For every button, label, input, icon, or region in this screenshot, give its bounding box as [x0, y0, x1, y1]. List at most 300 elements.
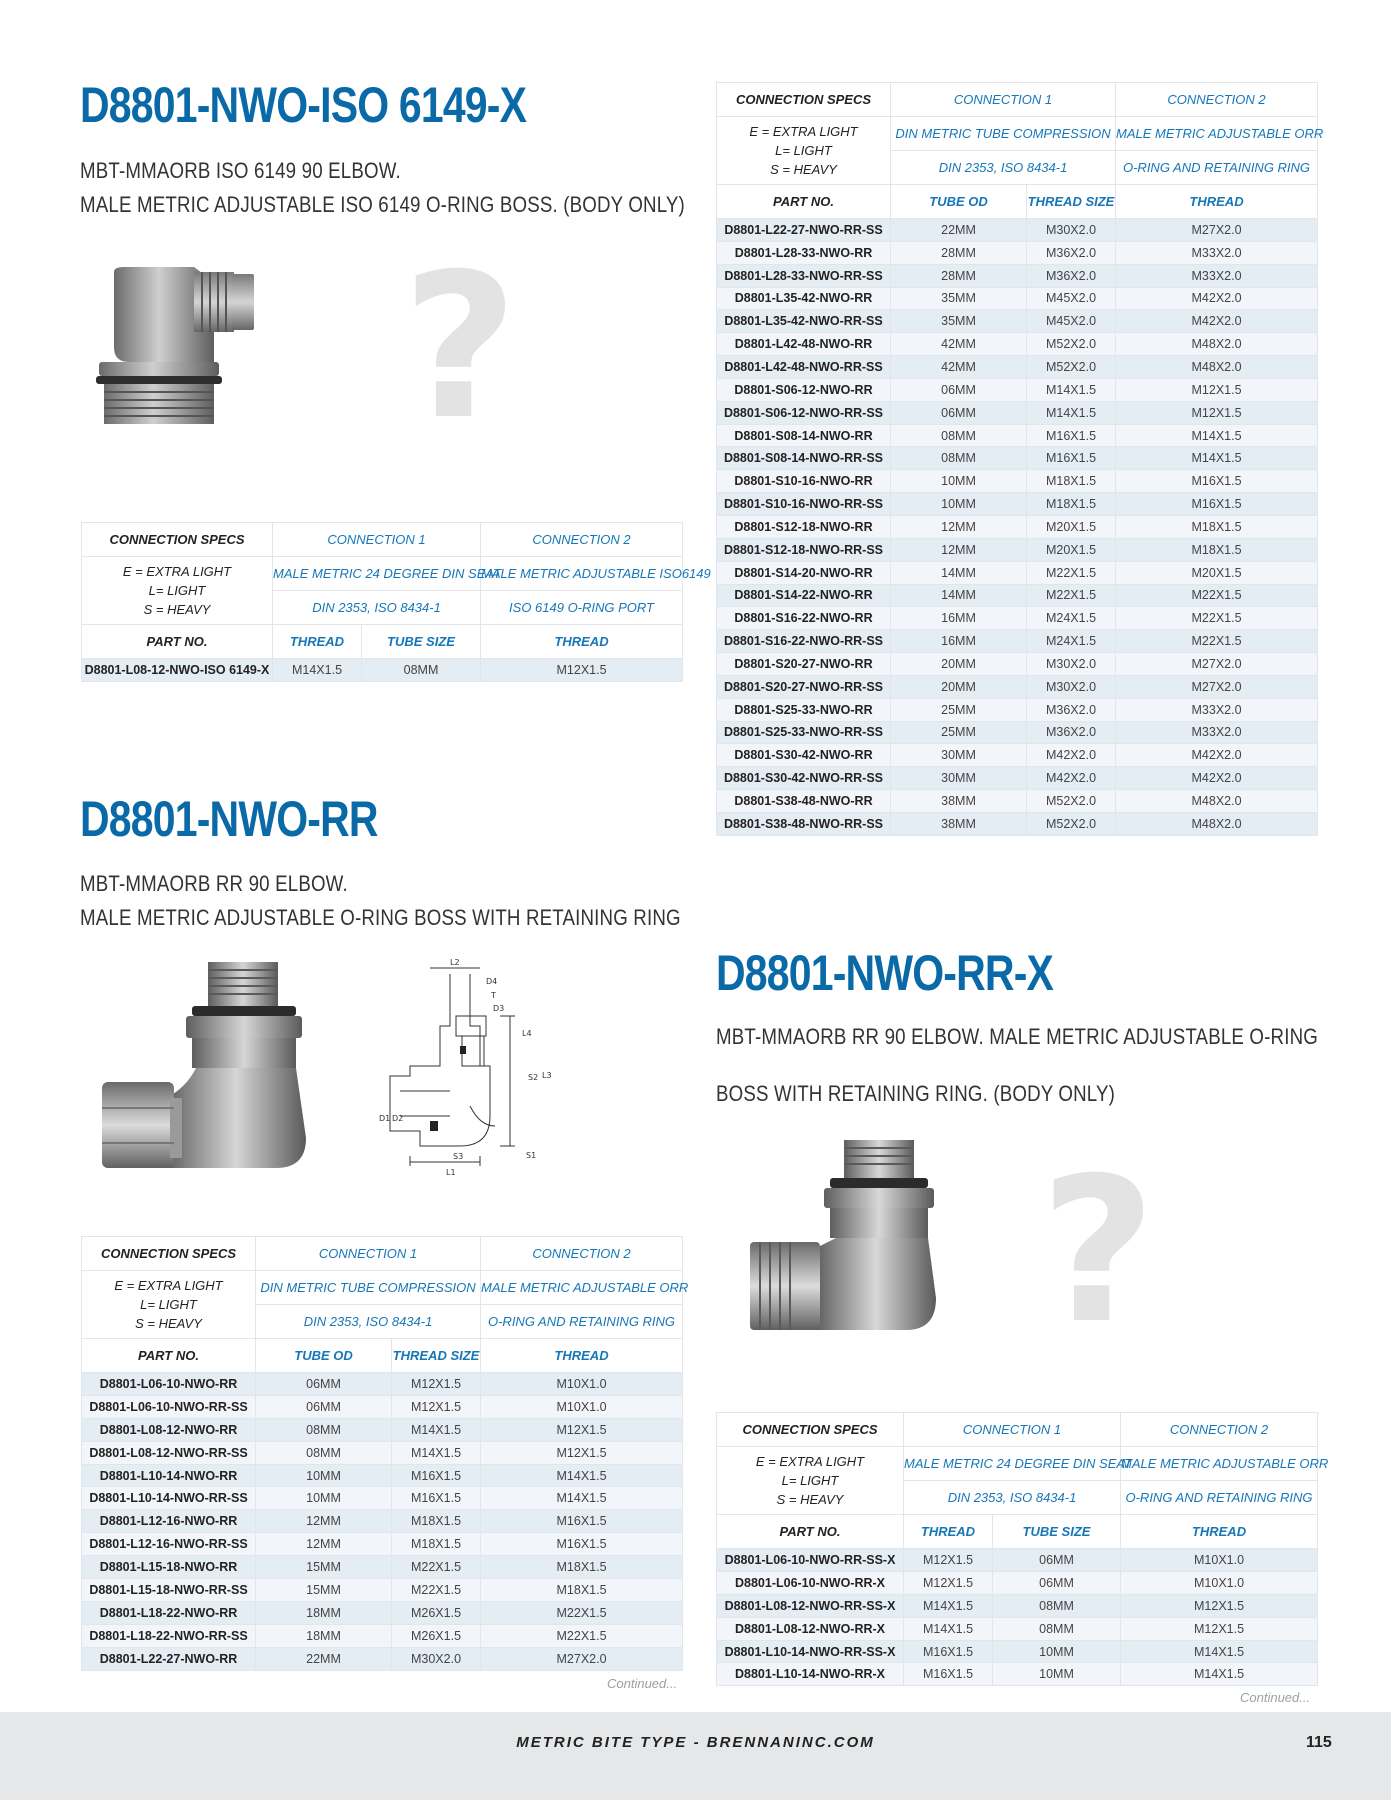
section-title-iso6149x: D8801-NWO-ISO 6149-X: [80, 77, 527, 133]
value-cell: M45X2.0: [1027, 287, 1116, 310]
col-header-b: THREAD SIZE: [1027, 185, 1116, 219]
connection-1-standard: DIN 2353, ISO 8434-1: [904, 1481, 1121, 1515]
part-number-cell: D8801-S08-14-NWO-RR: [717, 424, 891, 447]
diagram-label: D1: [379, 1114, 391, 1123]
value-cell: M18X1.5: [1116, 538, 1318, 561]
section-desc-line2: BOSS WITH RETAINING RING. (BODY ONLY): [716, 1081, 1116, 1106]
col-header-connection-specs: CONNECTION SPECS: [82, 523, 273, 557]
section-desc-line2: MALE METRIC ADJUSTABLE ISO 6149 O-RING BOSS. (BODY ONLY): [80, 192, 685, 217]
value-cell: M16X1.5: [392, 1487, 481, 1510]
value-cell: 06MM: [256, 1373, 392, 1396]
value-cell: 30MM: [891, 744, 1027, 767]
value-cell: M16X1.5: [904, 1663, 993, 1686]
value-cell: M16X1.5: [1116, 493, 1318, 516]
part-number-cell: D8801-L22-27-NWO-RR: [82, 1647, 256, 1670]
connection-2-standard: ISO 6149 O-RING PORT: [481, 591, 683, 625]
part-number-cell: D8801-S06-12-NWO-RR-SS: [717, 401, 891, 424]
table-row: [717, 287, 1318, 310]
part-number-cell: D8801-S10-16-NWO-RR-SS: [717, 493, 891, 516]
part-number-cell: D8801-S12-18-NWO-RR-SS: [717, 538, 891, 561]
col-header-connection-2: CONNECTION 2: [481, 1237, 683, 1271]
value-cell: 28MM: [891, 264, 1027, 287]
part-number-cell: D8801-L28-33-NWO-RR: [717, 241, 891, 264]
table-row: [82, 1533, 683, 1556]
table-row: [82, 1601, 683, 1624]
value-cell: 10MM: [891, 470, 1027, 493]
page-number: 115: [1306, 1734, 1332, 1751]
value-cell: M16X1.5: [481, 1510, 683, 1533]
class-heavy: S = HEAVY: [135, 1316, 202, 1331]
part-number-cell: D8801-S14-20-NWO-RR: [717, 561, 891, 584]
value-cell: 06MM: [993, 1571, 1121, 1594]
value-cell: M14X1.5: [1121, 1663, 1318, 1686]
value-cell: M18X1.5: [392, 1510, 481, 1533]
section-desc-line1: MBT-MMAORB ISO 6149 90 ELBOW.: [80, 158, 401, 183]
col-header-part-no: PART NO.: [82, 625, 273, 659]
value-cell: M16X1.5: [1116, 470, 1318, 493]
value-cell: M42X2.0: [1116, 744, 1318, 767]
part-number-cell: D8801-L08-12-NWO-RR-SS-X: [717, 1594, 904, 1617]
table-row: [717, 333, 1318, 356]
part-number-cell: D8801-S30-42-NWO-RR: [717, 744, 891, 767]
part-number-cell: D8801-S06-12-NWO-RR: [717, 378, 891, 401]
part-number-cell: D8801-L08-12-NWO-RR: [82, 1418, 256, 1441]
col-header-b: THREAD SIZE: [392, 1339, 481, 1373]
col-header-part-no: PART NO.: [717, 185, 891, 219]
value-cell: 12MM: [256, 1533, 392, 1556]
value-cell: 18MM: [256, 1601, 392, 1624]
value-cell: M33X2.0: [1116, 721, 1318, 744]
part-number-cell: D8801-L10-14-NWO-RR-SS: [82, 1487, 256, 1510]
connection-2-standard: O-RING AND RETAINING RING: [1121, 1481, 1318, 1515]
col-header-c: THREAD: [481, 1339, 683, 1373]
value-cell: M48X2.0: [1116, 356, 1318, 379]
table-row: [717, 675, 1318, 698]
col-header-connection-1: CONNECTION 1: [891, 83, 1116, 117]
value-cell: 42MM: [891, 356, 1027, 379]
footer-text: METRIC BITE TYPE - BRENNANINC.COM: [516, 1734, 875, 1751]
value-cell: 15MM: [256, 1579, 392, 1602]
value-cell: M42X2.0: [1027, 744, 1116, 767]
table-row: [82, 1624, 683, 1647]
connection-2-type: MALE METRIC ADJUSTABLE ISO6149: [481, 557, 683, 591]
part-number-cell: D8801-L08-12-NWO-RR-SS: [82, 1441, 256, 1464]
part-number-cell: D8801-L28-33-NWO-RR-SS: [717, 264, 891, 287]
class-heavy: S = HEAVY: [770, 162, 837, 177]
connection-2-type: MALE METRIC ADJUSTABLE ORR: [1121, 1447, 1318, 1481]
table-row: [82, 1487, 683, 1510]
col-header-part-no: PART NO.: [717, 1515, 904, 1549]
part-number-cell: D8801-S12-18-NWO-RR: [717, 515, 891, 538]
table-row: [717, 356, 1318, 379]
col-header-connection-1: CONNECTION 1: [256, 1237, 481, 1271]
table-row: [717, 721, 1318, 744]
value-cell: M18X1.5: [481, 1579, 683, 1602]
diagram-label: D4: [486, 977, 498, 986]
value-cell: 30MM: [891, 767, 1027, 790]
value-cell: M16X1.5: [904, 1640, 993, 1663]
section-desc-line2: MALE METRIC ADJUSTABLE O-RING BOSS WITH RETAINING RING: [80, 905, 681, 930]
class-light: L= LIGHT: [775, 143, 832, 158]
table-row: [82, 1395, 683, 1418]
value-cell: M30X2.0: [1027, 653, 1116, 676]
value-cell: M52X2.0: [1027, 812, 1116, 835]
col-header-c: THREAD: [481, 625, 683, 659]
value-cell: M24X1.5: [1027, 630, 1116, 653]
value-cell: M14X1.5: [1121, 1640, 1318, 1663]
connection-2-standard: O-RING AND RETAINING RING: [481, 1305, 683, 1339]
value-cell: 08MM: [891, 424, 1027, 447]
part-number-cell: D8801-S16-22-NWO-RR: [717, 607, 891, 630]
value-cell: M33X2.0: [1116, 698, 1318, 721]
diagram-label: L4: [522, 1029, 532, 1038]
value-cell: 42MM: [891, 333, 1027, 356]
section-title-rr: D8801-NWO-RR: [80, 791, 378, 847]
diagram-label: S3: [453, 1152, 464, 1161]
value-cell: M12X1.5: [392, 1373, 481, 1396]
value-cell: M42X2.0: [1116, 310, 1318, 333]
part-number-cell: D8801-L18-22-NWO-RR: [82, 1601, 256, 1624]
value-cell: M10X1.0: [1121, 1549, 1318, 1572]
value-cell: M24X1.5: [1027, 607, 1116, 630]
diagram-label: S1: [526, 1151, 537, 1160]
part-number-cell: D8801-L12-16-NWO-RR-SS: [82, 1533, 256, 1556]
class-heavy: S = HEAVY: [776, 1492, 844, 1507]
part-number-cell: D8801-L08-12-NWO-ISO 6149-X: [82, 659, 273, 682]
value-cell: M12X1.5: [481, 1441, 683, 1464]
value-cell: 10MM: [256, 1464, 392, 1487]
value-cell: M12X1.5: [1116, 401, 1318, 424]
value-cell: M52X2.0: [1027, 790, 1116, 813]
continued-note: Continued...: [1240, 1690, 1311, 1705]
value-cell: M27X2.0: [1116, 675, 1318, 698]
value-cell: M18X1.5: [1116, 515, 1318, 538]
value-cell: M45X2.0: [1027, 310, 1116, 333]
spec-table-rrx: [716, 1412, 1329, 1686]
part-number-cell: D8801-S10-16-NWO-RR: [717, 470, 891, 493]
value-cell: M36X2.0: [1027, 698, 1116, 721]
value-cell: M36X2.0: [1027, 264, 1116, 287]
value-cell: M14X1.5: [1027, 378, 1116, 401]
value-cell: M52X2.0: [1027, 333, 1116, 356]
part-number-cell: D8801-L06-10-NWO-RR-SS-X: [717, 1549, 904, 1572]
col-header-b: TUBE SIZE: [993, 1515, 1121, 1549]
value-cell: M14X1.5: [392, 1441, 481, 1464]
value-cell: 10MM: [993, 1663, 1121, 1686]
value-cell: M26X1.5: [392, 1601, 481, 1624]
value-cell: M12X1.5: [904, 1549, 993, 1572]
class-heavy: S = HEAVY: [143, 602, 211, 617]
value-cell: M10X1.0: [1121, 1571, 1318, 1594]
value-cell: M27X2.0: [481, 1647, 683, 1670]
diagram-label: L3: [542, 1071, 552, 1080]
table-row: [717, 1549, 1318, 1572]
class-extra-light: E = EXTRA LIGHT: [122, 564, 232, 579]
part-number-cell: D8801-S38-48-NWO-RR-SS: [717, 812, 891, 835]
fitting-image-iso6149x: [94, 262, 294, 432]
table-row: [717, 767, 1318, 790]
value-cell: 22MM: [256, 1647, 392, 1670]
class-extra-light: E = EXTRA LIGHT: [114, 1278, 223, 1293]
connection-1-type: MALE METRIC 24 DEGREE DIN SEAT: [904, 1447, 1121, 1481]
value-cell: M12X1.5: [1121, 1617, 1318, 1640]
table-row: [717, 1640, 1318, 1663]
value-cell: M52X2.0: [1027, 356, 1116, 379]
table-row: [717, 653, 1318, 676]
value-cell: M48X2.0: [1116, 790, 1318, 813]
table-row: [717, 515, 1318, 538]
value-cell: 35MM: [891, 310, 1027, 333]
connection-1-type: DIN METRIC TUBE COMPRESSION: [891, 117, 1116, 151]
value-cell: M14X1.5: [1027, 401, 1116, 424]
value-cell: M22X1.5: [1116, 584, 1318, 607]
value-cell: 16MM: [891, 630, 1027, 653]
table-row: [82, 1647, 683, 1670]
col-header-a: TUBE OD: [891, 185, 1027, 219]
part-number-cell: D8801-L10-14-NWO-RR-X: [717, 1663, 904, 1686]
value-cell: M22X1.5: [481, 1624, 683, 1647]
value-cell: M27X2.0: [1116, 219, 1318, 242]
class-legend: [717, 1447, 904, 1515]
part-number-cell: D8801-L15-18-NWO-RR: [82, 1556, 256, 1579]
value-cell: 14MM: [891, 584, 1027, 607]
value-cell: M14X1.5: [1116, 447, 1318, 470]
section-title-rrx: D8801-NWO-RR-X: [716, 945, 1054, 1001]
class-light: L= LIGHT: [148, 583, 206, 598]
value-cell: M42X2.0: [1116, 287, 1318, 310]
value-cell: M14X1.5: [481, 1487, 683, 1510]
value-cell: 38MM: [891, 812, 1027, 835]
table-row: [717, 310, 1318, 333]
value-cell: M14X1.5: [904, 1617, 993, 1640]
col-header-connection-1: CONNECTION 1: [904, 1413, 1121, 1447]
col-header-c: THREAD: [1116, 185, 1318, 219]
diagram-label: L1: [446, 1168, 456, 1177]
class-light: L= LIGHT: [781, 1473, 839, 1488]
connection-1-standard: DIN 2353, ISO 8434-1: [256, 1305, 481, 1339]
value-cell: 16MM: [891, 607, 1027, 630]
col-header-a: TUBE OD: [256, 1339, 392, 1373]
spec-table-rr-continued: [716, 82, 1324, 836]
value-cell: 08MM: [362, 659, 481, 682]
table-row: [717, 744, 1318, 767]
value-cell: 08MM: [993, 1617, 1121, 1640]
value-cell: 25MM: [891, 698, 1027, 721]
col-header-connection-2: CONNECTION 2: [481, 523, 683, 557]
part-number-cell: D8801-L06-10-NWO-RR: [82, 1373, 256, 1396]
class-extra-light: E = EXTRA LIGHT: [755, 1454, 865, 1469]
class-light: L= LIGHT: [140, 1297, 197, 1312]
part-number-cell: D8801-L18-22-NWO-RR-SS: [82, 1624, 256, 1647]
col-header-a: THREAD: [273, 625, 362, 659]
connection-2-type: MALE METRIC ADJUSTABLE ORR: [1116, 117, 1318, 151]
part-number-cell: D8801-L10-14-NWO-RR: [82, 1464, 256, 1487]
spec-table-rr: [81, 1236, 689, 1671]
image-placeholder-question-mark: ?: [402, 231, 519, 464]
diagram-label: D3: [493, 1004, 505, 1013]
value-cell: M12X1.5: [904, 1571, 993, 1594]
value-cell: 12MM: [256, 1510, 392, 1533]
table-row: [82, 1373, 683, 1396]
value-cell: M48X2.0: [1116, 812, 1318, 835]
col-header-a: THREAD: [904, 1515, 993, 1549]
connection-1-standard: DIN 2353, ISO 8434-1: [891, 151, 1116, 185]
table-row: [717, 698, 1318, 721]
value-cell: 08MM: [256, 1441, 392, 1464]
value-cell: M22X1.5: [1116, 607, 1318, 630]
table-row: [82, 1510, 683, 1533]
value-cell: M12X1.5: [1121, 1594, 1318, 1617]
table-row: [82, 1418, 683, 1441]
col-header-connection-1: CONNECTION 1: [273, 523, 481, 557]
table-row: [717, 1663, 1318, 1686]
part-number-cell: D8801-L08-12-NWO-RR-X: [717, 1617, 904, 1640]
diagram-label: L2: [450, 958, 460, 967]
value-cell: M30X2.0: [1027, 219, 1116, 242]
continued-note: Continued...: [607, 1676, 678, 1691]
value-cell: M14X1.5: [392, 1418, 481, 1441]
value-cell: M26X1.5: [392, 1624, 481, 1647]
part-number-cell: D8801-L35-42-NWO-RR-SS: [717, 310, 891, 333]
col-header-part-no: PART NO.: [82, 1339, 256, 1373]
part-number-cell: D8801-S25-33-NWO-RR: [717, 698, 891, 721]
part-number-cell: D8801-S20-27-NWO-RR: [717, 653, 891, 676]
value-cell: M12X1.5: [481, 659, 683, 682]
table-row: [717, 470, 1318, 493]
value-cell: 20MM: [891, 675, 1027, 698]
spec-table-iso6149x: [81, 522, 711, 682]
value-cell: M48X2.0: [1116, 333, 1318, 356]
value-cell: M18X1.5: [481, 1556, 683, 1579]
value-cell: M18X1.5: [1027, 470, 1116, 493]
value-cell: M18X1.5: [1027, 493, 1116, 516]
table-row: [717, 447, 1318, 470]
part-number-cell: D8801-L15-18-NWO-RR-SS: [82, 1579, 256, 1602]
col-header-connection-2: CONNECTION 2: [1121, 1413, 1318, 1447]
class-legend: [717, 117, 891, 185]
table-row: [717, 219, 1318, 242]
part-number-cell: D8801-L22-27-NWO-RR-SS: [717, 219, 891, 242]
col-header-b: TUBE SIZE: [362, 625, 481, 659]
value-cell: M14X1.5: [904, 1594, 993, 1617]
col-header-connection-specs: CONNECTION SPECS: [717, 83, 891, 117]
part-number-cell: D8801-L06-10-NWO-RR-SS: [82, 1395, 256, 1418]
table-row: [82, 1579, 683, 1602]
value-cell: M12X1.5: [481, 1418, 683, 1441]
value-cell: M22X1.5: [392, 1579, 481, 1602]
table-row: [717, 264, 1318, 287]
value-cell: M14X1.5: [273, 659, 362, 682]
value-cell: 08MM: [256, 1418, 392, 1441]
part-number-cell: D8801-L35-42-NWO-RR: [717, 287, 891, 310]
table-row: [717, 1571, 1318, 1594]
value-cell: 18MM: [256, 1624, 392, 1647]
table-row: [717, 424, 1318, 447]
table-row: [717, 584, 1318, 607]
class-legend: [82, 557, 273, 625]
col-header-connection-specs: CONNECTION SPECS: [717, 1413, 904, 1447]
value-cell: M36X2.0: [1027, 241, 1116, 264]
connection-2-standard: O-RING AND RETAINING RING: [1116, 151, 1318, 185]
dimension-diagram: [370, 956, 550, 1178]
value-cell: 14MM: [891, 561, 1027, 584]
class-legend: [82, 1271, 256, 1339]
part-number-cell: D8801-L42-48-NWO-RR-SS: [717, 356, 891, 379]
value-cell: 28MM: [891, 241, 1027, 264]
value-cell: M30X2.0: [392, 1647, 481, 1670]
value-cell: 10MM: [256, 1487, 392, 1510]
connection-2-type: MALE METRIC ADJUSTABLE ORR: [481, 1271, 683, 1305]
table-row: [82, 659, 683, 682]
value-cell: M12X1.5: [392, 1395, 481, 1418]
value-cell: M27X2.0: [1116, 653, 1318, 676]
diagram-label: S2: [528, 1073, 539, 1082]
value-cell: M42X2.0: [1027, 767, 1116, 790]
part-number-cell: D8801-S14-22-NWO-RR: [717, 584, 891, 607]
part-number-cell: D8801-L12-16-NWO-RR: [82, 1510, 256, 1533]
table-row: [717, 1594, 1318, 1617]
section-desc-line1: MBT-MMAORB RR 90 ELBOW.: [80, 871, 348, 896]
value-cell: 12MM: [891, 515, 1027, 538]
table-row: [717, 493, 1318, 516]
part-number-cell: D8801-S38-48-NWO-RR: [717, 790, 891, 813]
page-footer-bar: [0, 1712, 1391, 1800]
value-cell: 08MM: [891, 447, 1027, 470]
fitting-image-rr: [96, 958, 316, 1178]
diagram-label: D2: [392, 1114, 404, 1123]
value-cell: M18X1.5: [392, 1533, 481, 1556]
part-number-cell: D8801-S25-33-NWO-RR-SS: [717, 721, 891, 744]
col-header-connection-2: CONNECTION 2: [1116, 83, 1318, 117]
value-cell: M10X1.0: [481, 1395, 683, 1418]
table-row: [717, 378, 1318, 401]
fitting-image-rrx: [746, 1138, 956, 1338]
value-cell: M22X1.5: [392, 1556, 481, 1579]
part-number-cell: D8801-S08-14-NWO-RR-SS: [717, 447, 891, 470]
value-cell: M22X1.5: [1116, 630, 1318, 653]
value-cell: M22X1.5: [1027, 584, 1116, 607]
value-cell: M16X1.5: [392, 1464, 481, 1487]
table-row: [717, 790, 1318, 813]
value-cell: M36X2.0: [1027, 721, 1116, 744]
connection-1-type: MALE METRIC 24 DEGREE DIN SEAT: [273, 557, 481, 591]
value-cell: M14X1.5: [1116, 424, 1318, 447]
table-row: [82, 1441, 683, 1464]
value-cell: M20X1.5: [1116, 561, 1318, 584]
table-row: [717, 401, 1318, 424]
class-extra-light: E = EXTRA LIGHT: [749, 124, 858, 139]
value-cell: 35MM: [891, 287, 1027, 310]
value-cell: 10MM: [891, 493, 1027, 516]
connection-1-type: DIN METRIC TUBE COMPRESSION: [256, 1271, 481, 1305]
value-cell: M30X2.0: [1027, 675, 1116, 698]
section-desc-line1: MBT-MMAORB RR 90 ELBOW. MALE METRIC ADJUSTABLE O-RING: [716, 1024, 1318, 1049]
value-cell: M33X2.0: [1116, 241, 1318, 264]
table-row: [717, 241, 1318, 264]
part-number-cell: D8801-L06-10-NWO-RR-X: [717, 1571, 904, 1594]
value-cell: M10X1.0: [481, 1373, 683, 1396]
value-cell: M22X1.5: [1027, 561, 1116, 584]
part-number-cell: D8801-S20-27-NWO-RR-SS: [717, 675, 891, 698]
value-cell: M16X1.5: [1027, 447, 1116, 470]
value-cell: 08MM: [993, 1594, 1121, 1617]
table-row: [717, 812, 1318, 835]
value-cell: M33X2.0: [1116, 264, 1318, 287]
part-number-cell: D8801-S16-22-NWO-RR-SS: [717, 630, 891, 653]
value-cell: M16X1.5: [481, 1533, 683, 1556]
value-cell: 06MM: [993, 1549, 1121, 1572]
table-row: [717, 1617, 1318, 1640]
